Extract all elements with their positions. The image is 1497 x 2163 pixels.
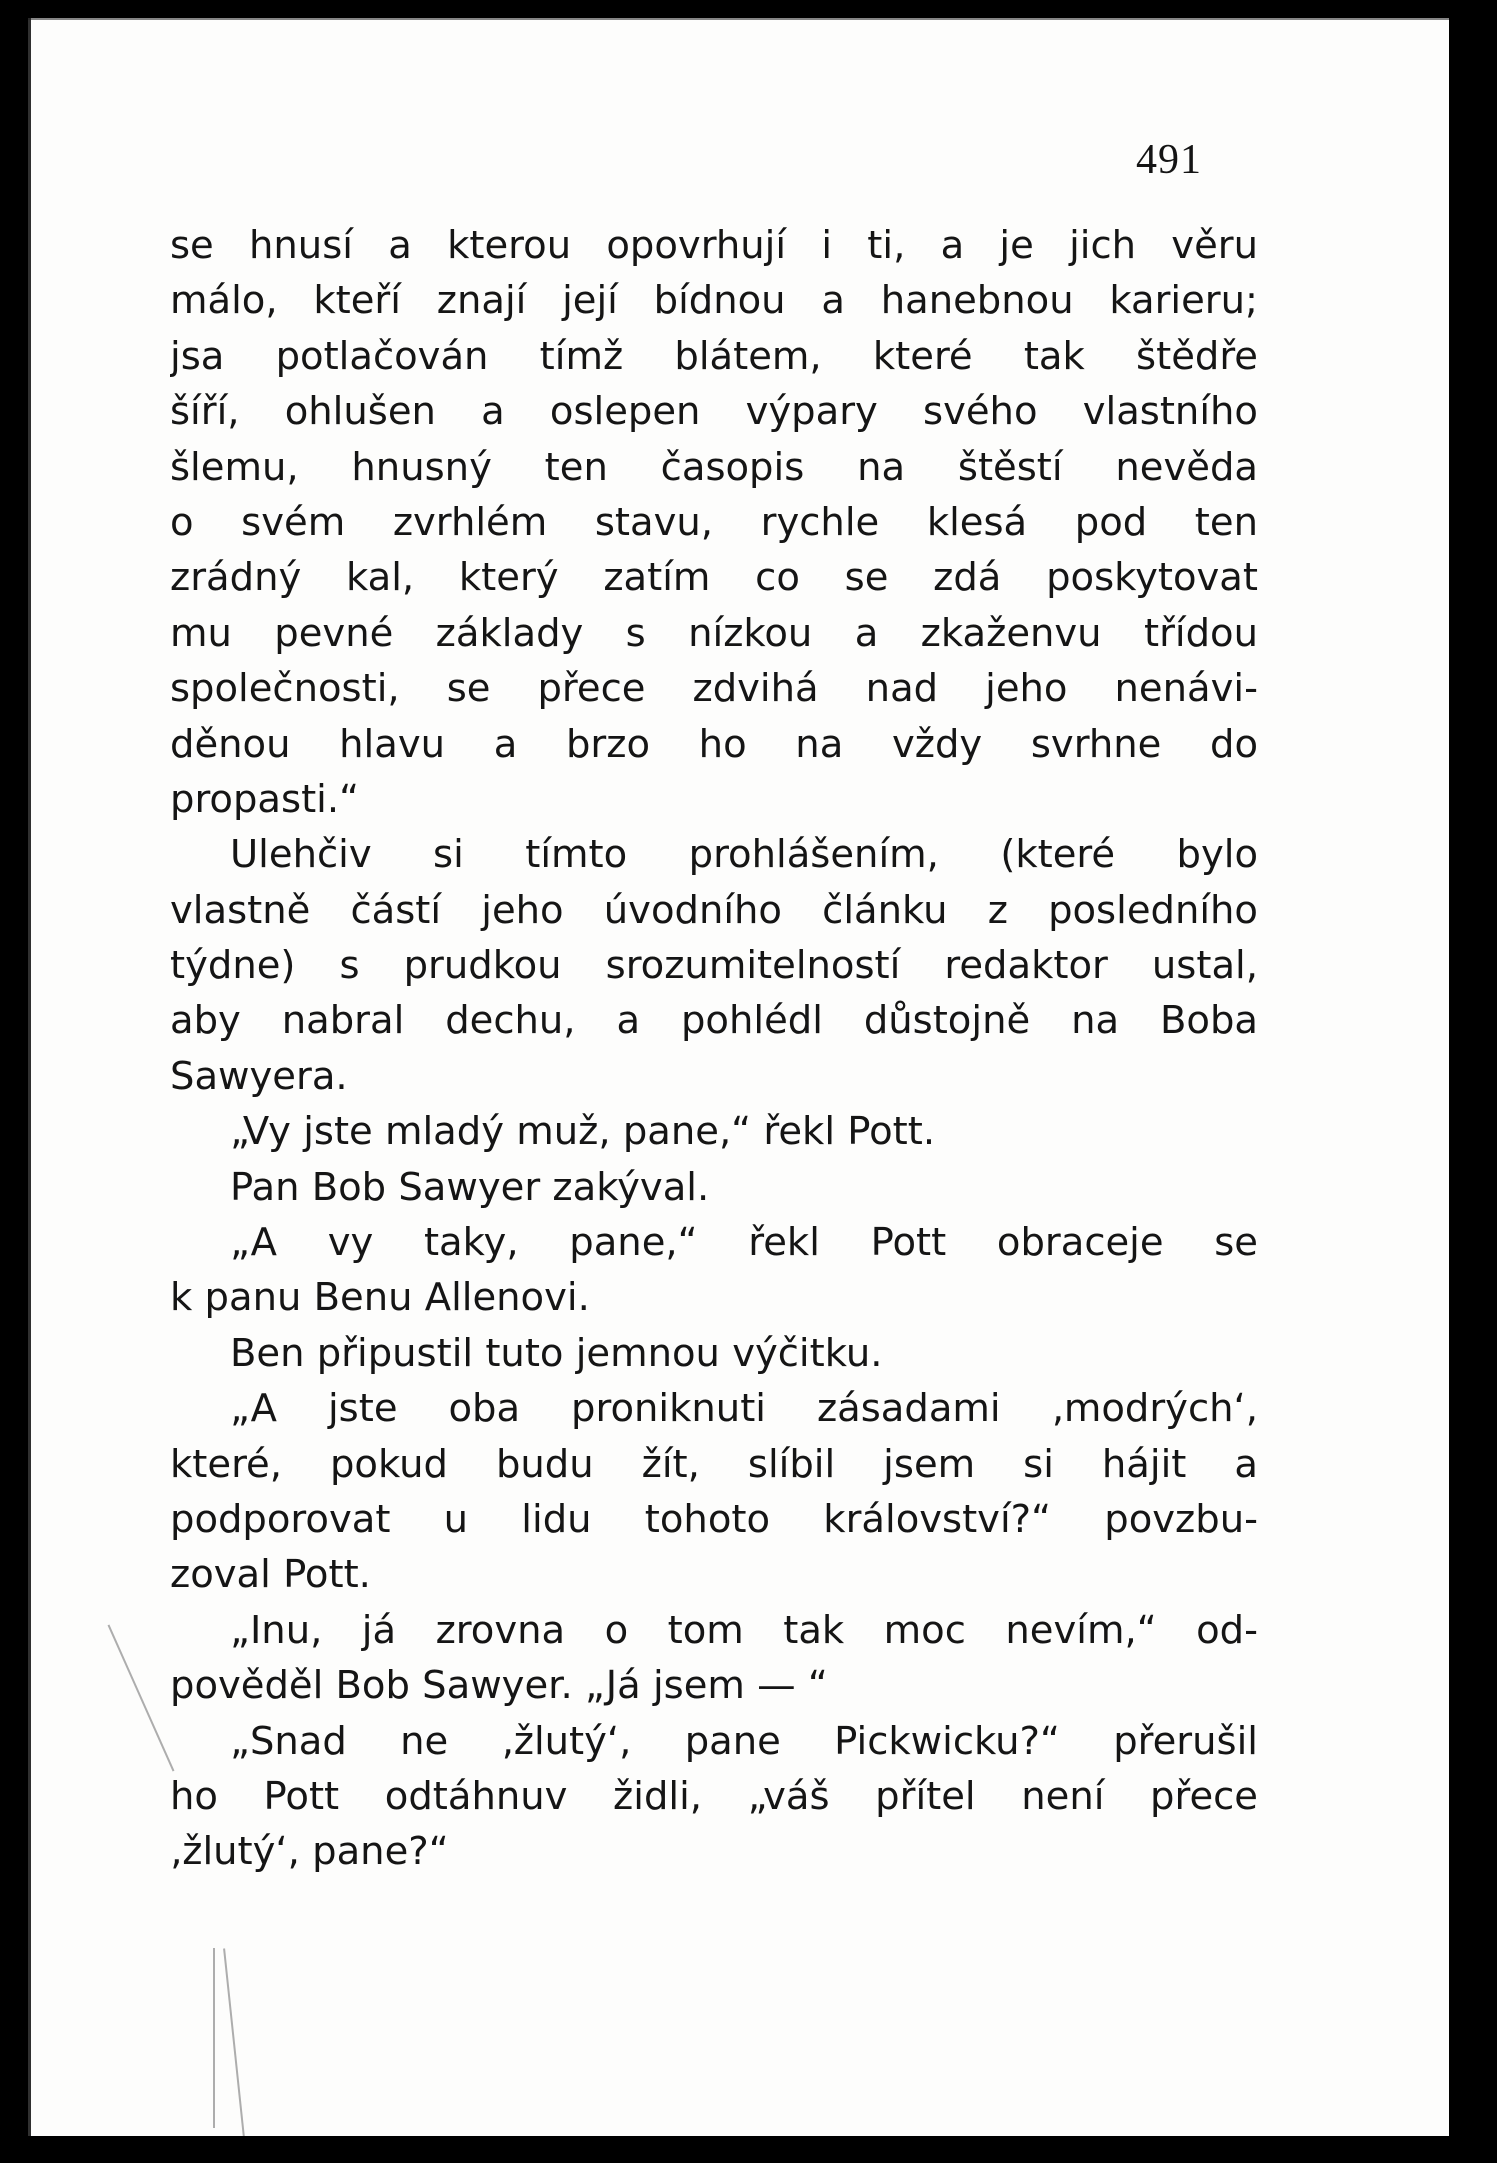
text-line: Pan Bob Sawyer zakýval. — [230, 1164, 710, 1210]
scan-mark-bottom-left-2 — [223, 1948, 245, 2136]
text-line: děnou hlavu a brzo ho na vždy svrhne do — [170, 721, 1258, 767]
text-line: společnosti, se přece zdvihá nad jeho nenávi- — [170, 666, 1258, 712]
text-line: týdne) s prudkou srozumitelností redaktor ustal, — [170, 943, 1258, 989]
scan-mark-left-lower — [108, 1625, 175, 1772]
scan-mark-bottom-left — [213, 1948, 215, 2128]
text-line: Ulehčiv si tímto prohlášením, (které bylo — [230, 832, 1258, 878]
text-line: podporovat u lidu tohoto království?“ povzbu- — [170, 1496, 1258, 1542]
text-line: Ben připustil tuto jemnou výčitku. — [230, 1330, 883, 1376]
text-line: které, pokud budu žít, slíbil jsem si hájit a — [170, 1441, 1258, 1487]
text-line: „Vy jste mladý muž, pane,“ řekl Pott. — [230, 1109, 936, 1155]
body-text — [170, 218, 1258, 1880]
text-line: zoval Pott. — [170, 1552, 371, 1598]
text-line: „Inu, já zrovna o tom tak moc nevím,“ od- — [230, 1607, 1258, 1653]
scan-mark-top — [28, 18, 1449, 20]
text-line: pověděl Bob Sawyer. „Já jsem — “ — [170, 1663, 828, 1709]
text-line: šlemu, hnusný ten časopis na štěstí nevěda — [170, 444, 1258, 490]
text-line: „Snad ne ‚žlutý‘, pane Pickwicku?“ přerušil — [230, 1718, 1258, 1764]
text-line: „A vy taky, pane,“ řekl Pott obraceje se — [230, 1220, 1258, 1266]
text-line: se hnusí a kterou opovrhují i ti, a je jich věru — [170, 223, 1258, 268]
text-line: o svém zvrhlém stavu, rychle klesá pod ten — [170, 499, 1258, 545]
text-line: propasti.“ — [170, 776, 360, 822]
page-number: 491 — [1136, 137, 1202, 183]
text-line: ho Pott odtáhnuv židli, „váš přítel není přece — [170, 1773, 1258, 1819]
text-line: Sawyera. — [170, 1053, 348, 1099]
text-line: málo, kteří znají její bídnou a hanebnou karieru; — [170, 278, 1258, 324]
text-line: „A jste oba proniknuti zásadami ‚modrých‘, — [230, 1386, 1258, 1432]
text-line: jsa potlačován tímž blátem, které tak štědře — [170, 333, 1258, 379]
text-line: šíří, ohlušen a oslepen výpary svého vlastního — [170, 389, 1258, 435]
text-line: vlastně částí jeho úvodního článku z posledního — [170, 887, 1258, 933]
text-line: k panu Benu Allenovi. — [170, 1275, 590, 1321]
book-page — [28, 18, 1449, 2136]
text-line: aby nabral dechu, a pohlédl důstojně na Boba — [170, 998, 1258, 1044]
text-line: mu pevné základy s nízkou a zkaženvu třídou — [170, 610, 1258, 656]
text-line: zrádný kal, který zatím co se zdá poskytovat — [170, 555, 1258, 601]
scan-mark-left-upper — [28, 18, 31, 2136]
text-line: ‚žlutý‘, pane?“ — [170, 1829, 449, 1875]
